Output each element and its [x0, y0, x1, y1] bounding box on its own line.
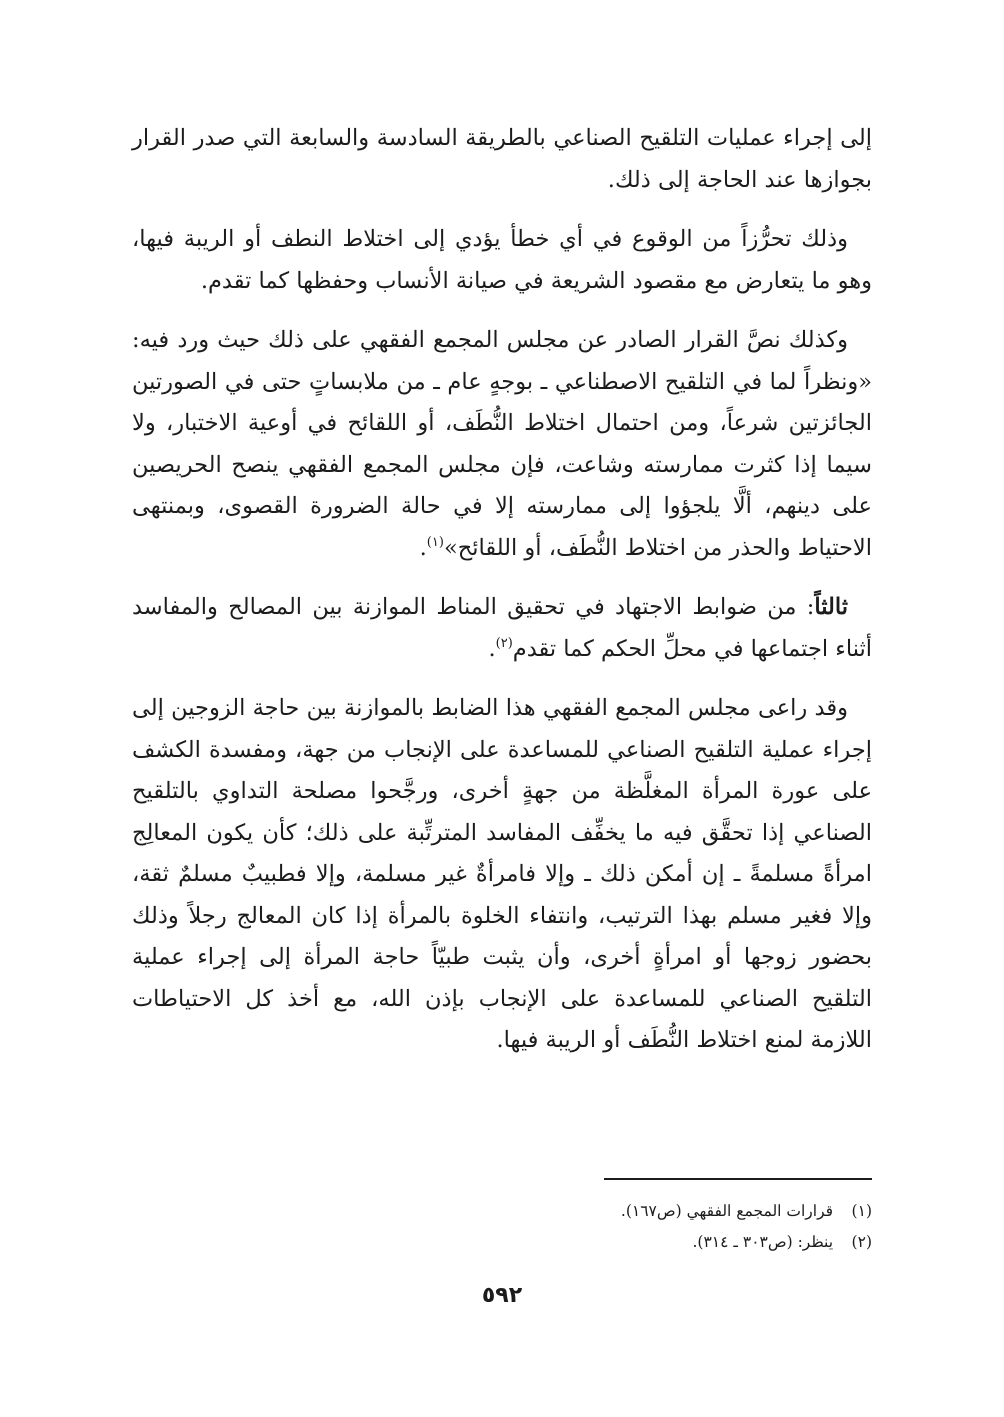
paragraph-4-lead: ثالثاً — [814, 594, 848, 620]
footnote-1 — [500, 1196, 872, 1227]
body-text — [132, 118, 872, 1062]
footnote-2-number: (٢) — [851, 1233, 872, 1251]
page-number: ٥٩٢ — [481, 1283, 523, 1308]
paragraph-4-end: . — [488, 635, 496, 662]
footnote-divider — [604, 1178, 872, 1180]
footnote-ref-2: (٢) — [495, 635, 513, 651]
footnotes — [500, 1196, 872, 1258]
footnote-ref-1: (١) — [426, 534, 444, 550]
paragraph-3-text: وكذلك نصَّ القرار الصادر عن مجلس المجمع الفقهي على ذلك حيث ورد فيه: «ونظراً لما في التلقيح الاصطناعي ـ بوجهٍ عام ـ من ملابساتٍ حتى في الصورتين الجائزتين شرعاً، ومن احتمال اختلاط النُّطَف، أو اللقائح في أوعية الاختبار، ولا سيما إذا كثرت ممارسته وشاعت، فإن مجلس المجمع الفقهي ينصح الحريصين على دينهم، ألَّا يلجؤوا إلى ممارسته إلا في حالة الضرورة القصوى، وبمنتهى الاحتياط والحذر من اختلاط النُّطَف، أو اللقائح» — [132, 327, 872, 561]
paragraph-1: إلى إجراء عمليات التلقيح الصناعي بالطريقة السادسة والسابعة التي صدر القرار بجوازها عند الحاجة إلى ذلك. — [132, 125, 872, 193]
paragraph-4 — [132, 587, 872, 670]
footnote-2 — [500, 1227, 872, 1258]
paragraph-5: وقد راعى مجلس المجمع الفقهي هذا الضابط بالموازنة بين حاجة الزوجين إلى إجراء عملية التلقيح الصناعي للمساعدة على الإنجاب من جهة، ومفسدة الكشف على عورة المرأة المغلَّظة من جهةٍ أخرى، ورجَّحوا مصلحة التداوي بالتلقيح الصناعي إذا تحقَّق فيه ما يخفِّف المفاسد المترتِّبة على ذلك؛ كأن يكون المعالِج امرأةً مسلمةً ـ إن أمكن ذلك ـ وإلا فامرأةٌ غير مسلمة، وإلا فطبيبٌ مسلمٌ ثقة، وإلا فغير مسلم بهذا الترتيب، وانتفاء الخلوة بالمرأة إذا كان المعالج رجلاً وذلك بحضور زوجها أو امرأةٍ أخرى، وأن يثبت طبيّاً حاجة المرأة إلى إجراء عملية التلقيح الصناعي للمساعدة على الإنجاب بإذن الله، مع أخذ كل الاحتياطات اللازمة لمنع اختلاط النُّطَف أو الريبة فيها. — [132, 695, 872, 1053]
paragraph-3 — [132, 320, 872, 569]
footnote-1-text: قرارات المجمع الفقهي (ص١٦٧). — [620, 1202, 834, 1220]
paragraph-2: وذلك تحرُّزاً من الوقوع في أي خطأ يؤدي إلى اختلاط النطف أو الريبة فيها، وهو ما يتعارض مع مقصود الشريعة في صيانة الأنساب وحفظها كما تقدم. — [132, 226, 872, 294]
paragraph-4-text: : من ضوابط الاجتهاد في تحقيق المناط الموازنة بين المصالح والمفاسد أثناء اجتماعها في محلِّ الحكم كما تقدم — [132, 594, 872, 662]
footnote-2-text: ينظر: (ص٣٠٣ ـ ٣١٤). — [692, 1233, 834, 1251]
paragraph-3-end: . — [419, 534, 427, 561]
footnote-1-number: (١) — [851, 1202, 872, 1220]
